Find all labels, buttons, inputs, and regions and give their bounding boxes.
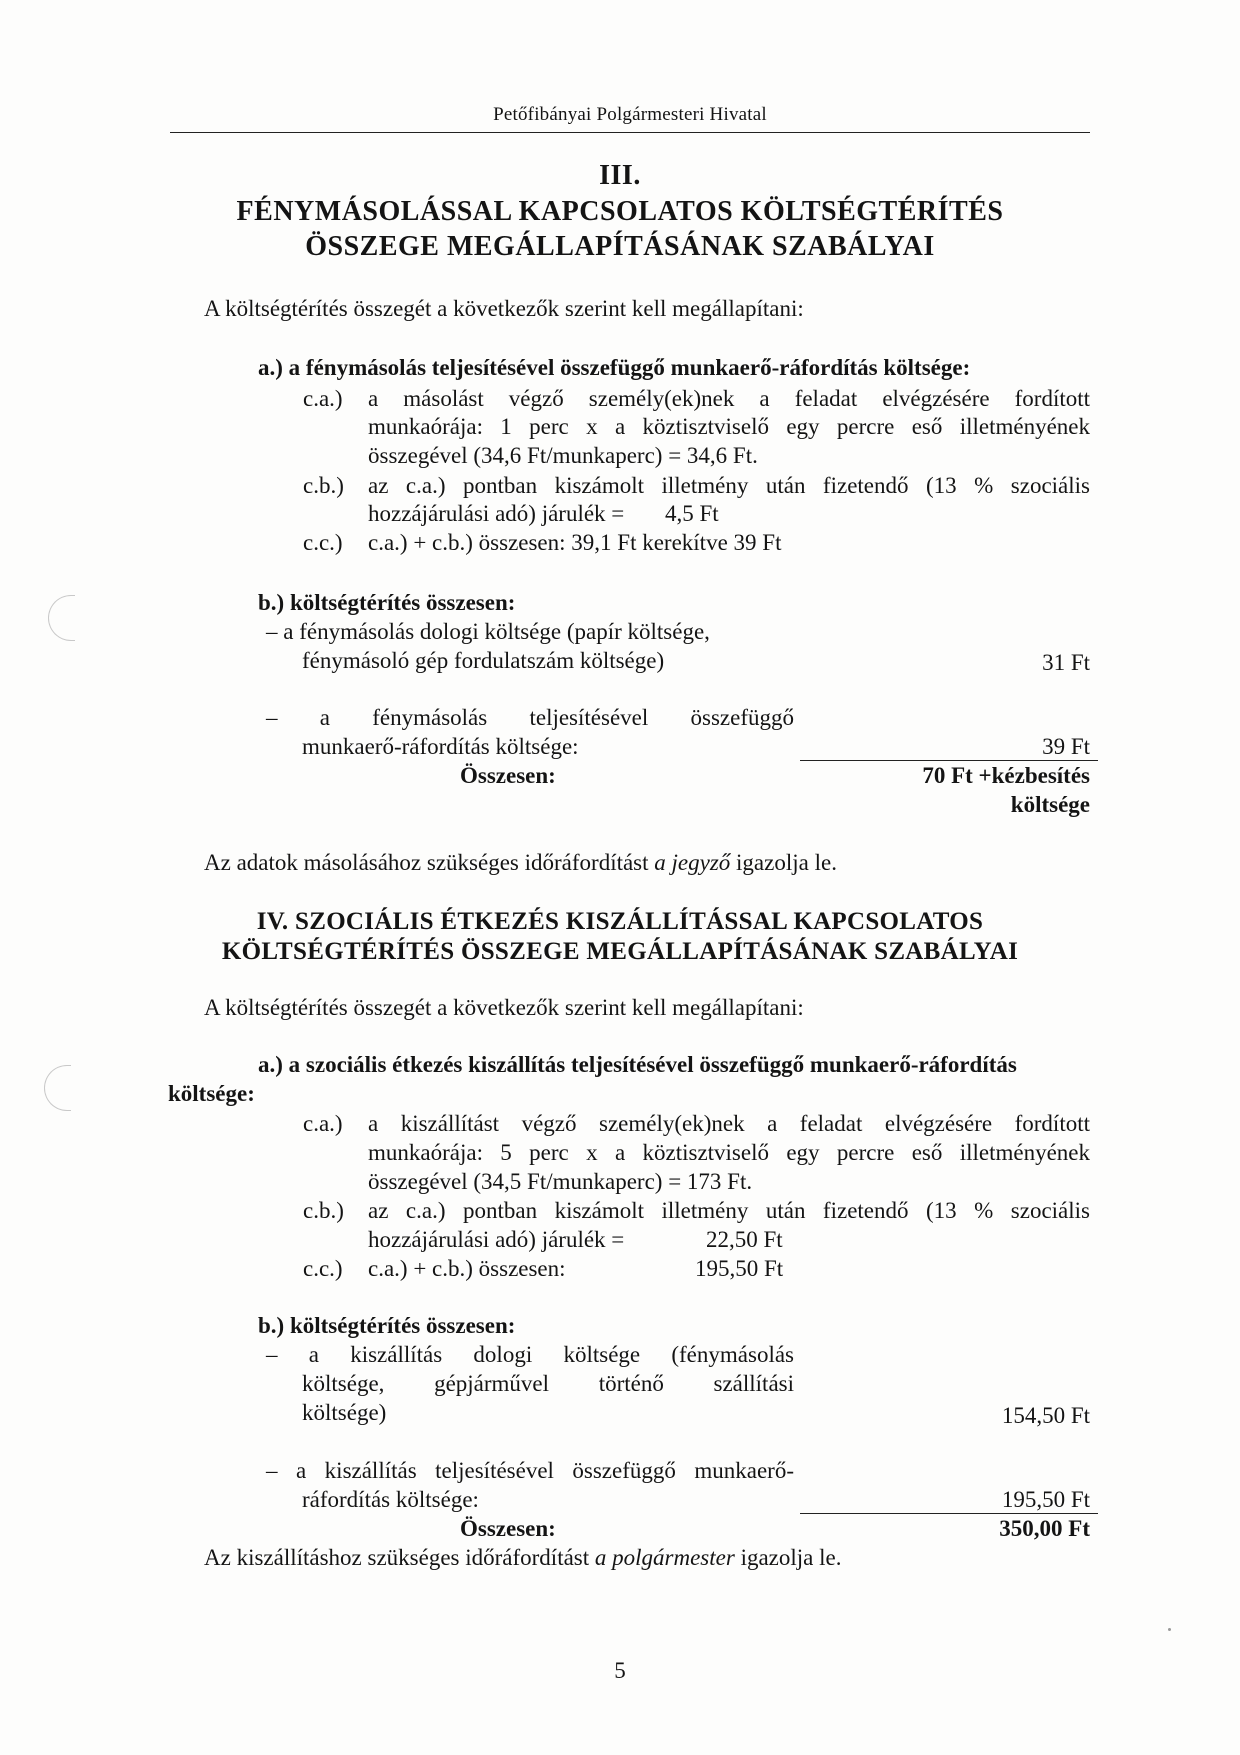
section-3-note (204, 850, 837, 876)
s3-item1-line-2: fénymásoló gép fordulatszám költsége) (302, 648, 665, 673)
s3-item1-value: 31 Ft (1042, 650, 1090, 675)
section-4-a-heading-line-1: a.) a szociális étkezés kiszállítás teljesítésével összefüggő munkaerő-ráfordítás (258, 1052, 1017, 1077)
section-3-number: III. (599, 160, 641, 191)
punch-hole-mark (44, 1065, 71, 1111)
s3-cb-line-1: az c.a.) pontban kiszámolt illetmény után fizetendő (13 % szociális (368, 473, 1090, 498)
s4-note-responsible: a polgármester (594, 1545, 735, 1570)
page-header: Petőfibányai Polgármesteri Hivatal (493, 104, 767, 125)
s3-total-value-line-2: költsége (1010, 792, 1090, 817)
s4-note-text: Az kiszállításhoz szükséges időráfordítást (204, 1545, 595, 1570)
section-4-title-line-1: IV. SZOCIÁLIS ÉTKEZÉS KISZÁLLÍTÁSSAL KAPCSOLATOS (256, 908, 984, 935)
section-3-intro: A költségtérítés összegét a következők szerint kell megállapítani: (204, 296, 804, 321)
s4-sum-rule (800, 1513, 1098, 1514)
s4-total-value: 350,00 Ft (999, 1516, 1090, 1541)
s4-cc-text: c.a.) + c.b.) összesen: (368, 1256, 566, 1281)
s3-cb-value: 4,5 Ft (665, 501, 719, 526)
section-4-intro: A költségtérítés összegét a következők szerint kell megállapítani: (204, 995, 804, 1020)
s4-note-text-end: igazolja le. (734, 1545, 842, 1570)
s3-ca-label: c.a.) (303, 386, 343, 411)
section-3-title-line-2: ÖSSZEGE MEGÁLLAPÍTÁSÁNAK SZABÁLYAI (305, 231, 935, 262)
s3-cb-label: c.b.) (303, 473, 344, 498)
s3-note-responsible: a jegyző (654, 850, 731, 875)
s4-item2-value: 195,50 Ft (1001, 1487, 1090, 1512)
s3-total-value-line-1: 70 Ft +kézbesítés (922, 763, 1090, 788)
s4-cc-label: c.c.) (303, 1256, 343, 1281)
s4-cb-value: 22,50 Ft (706, 1227, 783, 1252)
s3-ca-line-3: összegével (34,6 Ft/munkaperc) = 34,6 Ft. (368, 443, 758, 468)
section-3-a-heading: a.) a fénymásolás teljesítésével összefüggő munkaerő-ráfordítás költsége: (258, 355, 971, 380)
s3-item2-line-2: munkaerő-ráfordítás költsége: (302, 734, 579, 759)
section-4-b-heading: b.) költségtérítés összesen: (258, 1313, 516, 1338)
s3-item1-line-1: – a fénymásolás dologi költsége (papír költsége, (266, 619, 710, 644)
s4-total-label: Összesen: (460, 1516, 556, 1541)
section-3-title-line-1: FÉNYMÁSOLÁSSAL KAPCSOLATOS KÖLTSÉGTÉRÍTÉS (236, 196, 1004, 227)
section-4-title-line-2: KÖLTSÉGTÉRÍTÉS ÖSSZEGE MEGÁLLAPÍTÁSÁNAK SZABÁLYAI (221, 938, 1019, 965)
s4-item1-line-1: – a kiszállítás dologi költsége (fénymásolás (266, 1342, 794, 1367)
section-3-b-heading: b.) költségtérítés összesen: (258, 590, 516, 615)
s3-cc-label: c.c.) (303, 530, 343, 555)
s3-cc-text: c.a.) + c.b.) összesen: 39,1 Ft kerekítve 39 Ft (368, 530, 782, 555)
s3-total-label: Összesen: (460, 763, 556, 788)
section-4-a-heading-line-2: költsége: (168, 1081, 255, 1106)
s4-item1-line-3: költsége) (302, 1400, 387, 1425)
header-rule (170, 132, 1090, 133)
section-4-note (204, 1545, 841, 1571)
s3-item2-line-1: – a fénymásolás teljesítésével összefüggő (266, 705, 794, 730)
s4-cb-line-1: az c.a.) pontban kiszámolt illetmény után fizetendő (13 % szociális (368, 1198, 1090, 1223)
page-number: 5 (614, 1658, 626, 1683)
s4-cc-value: 195,50 Ft (695, 1256, 784, 1281)
s4-ca-label: c.a.) (303, 1111, 343, 1136)
s4-ca-line-1: a kiszállítást végző személy(ek)nek a feladat elvégzésére fordított (368, 1111, 1090, 1136)
s3-ca-line-1: a másolást végző személy(ek)nek a feladat elvégzésére fordított (368, 386, 1090, 411)
s4-item2-line-1: – a kiszállítás teljesítésével összefüggő munkaerő- (266, 1458, 794, 1483)
s3-item2-value: 39 Ft (1042, 734, 1090, 759)
s3-note-text: Az adatok másolásához szükséges időráfordítást (204, 850, 655, 875)
s4-item1-value: 154,50 Ft (1001, 1403, 1090, 1428)
s4-ca-line-2: munkaórája: 5 perc x a köztisztviselő egy percre eső illetményének (368, 1140, 1090, 1165)
punch-hole-mark (48, 595, 75, 641)
s4-item1-line-2: költsége, gépjárművel történő szállítási (302, 1371, 794, 1396)
s3-cb-line-2: hozzájárulási adó) járulék = (368, 501, 625, 526)
s3-sum-rule (800, 760, 1098, 761)
s4-ca-line-3: összegével (34,5 Ft/munkaperc) = 173 Ft. (368, 1169, 753, 1194)
s4-item2-line-2: ráfordítás költsége: (302, 1487, 479, 1512)
s3-ca-line-2: munkaórája: 1 perc x a köztisztviselő egy percre eső illetményének (368, 414, 1090, 439)
s4-cb-label: c.b.) (303, 1198, 344, 1223)
s4-cb-line-2: hozzájárulási adó) járulék = (368, 1227, 625, 1252)
s3-note-text-end: igazolja le. (730, 850, 837, 875)
scan-speck (1168, 1628, 1171, 1631)
